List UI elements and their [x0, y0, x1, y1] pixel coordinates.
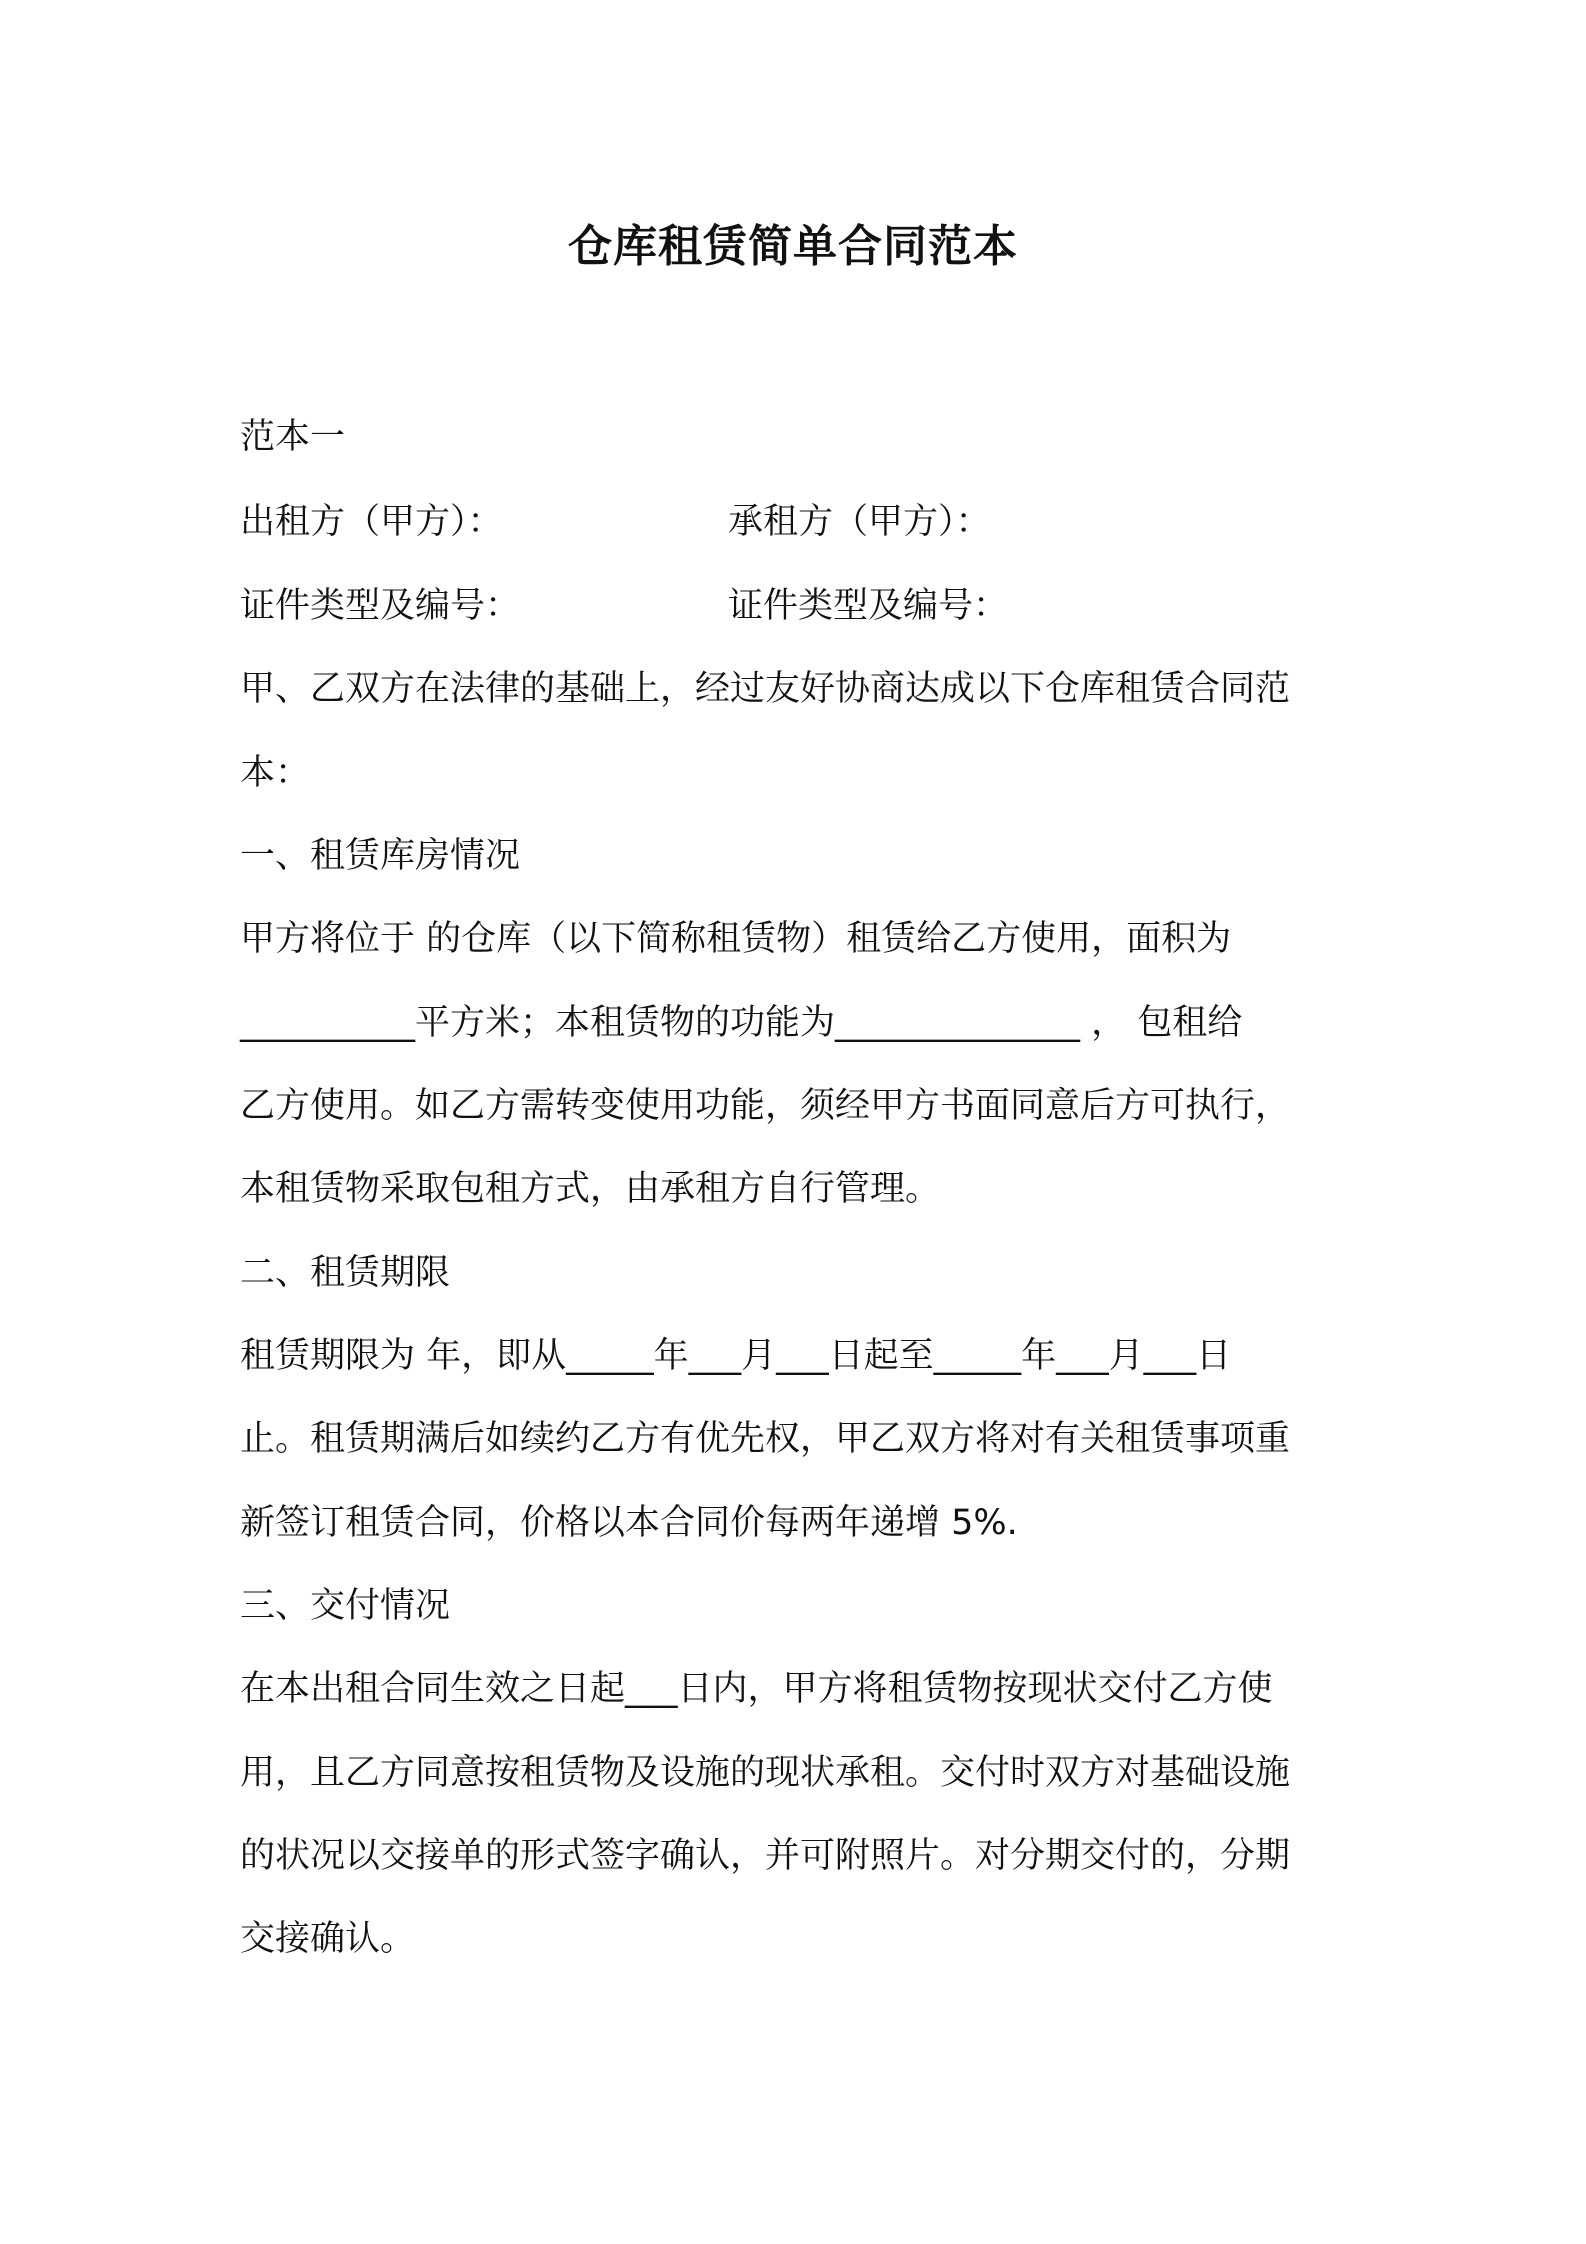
sample-label: 范本一	[240, 417, 346, 457]
intro-line: 本：	[240, 753, 311, 793]
intro-line: 甲、乙双方在法律的基础上，经过友好协商达成以下仓库租赁合同范	[240, 669, 1291, 709]
section-line: 止。租赁期满后如续约乙方有优先权，甲乙双方将对有关租赁事项重	[240, 1419, 1291, 1459]
section-line: 的状况以交接单的形式签字确认，并可附照片。对分期交付的，分期	[240, 1836, 1291, 1876]
section-line: 乙方使用。如乙方需转变使用功能，须经甲方书面同意后方可执行，	[240, 1086, 1291, 1126]
section-line: 交接确认。	[240, 1919, 416, 1959]
section-line: 租赁期限为 年，即从_____年___月___日起至_____年___月___日	[240, 1336, 1232, 1376]
section-line: 新签订租赁合同，价格以本合同价每两年递增 5%.	[240, 1503, 1018, 1543]
party-b-label: 承租方（甲方）：	[728, 502, 991, 542]
section-heading: 一、租赁库房情况	[240, 836, 521, 876]
document-title: 仓库租赁简单合同范本	[568, 221, 1018, 272]
section-heading: 三、交付情况	[240, 1586, 451, 1626]
section-line: 在本出租合同生效之日起___日内，甲方将租赁物按现状交付乙方使	[240, 1669, 1273, 1709]
section-heading: 二、租赁期限	[240, 1253, 451, 1293]
section-line: 本租赁物采取包租方式，由承租方自行管理。	[240, 1169, 941, 1209]
section-line: __________平方米；本租赁物的功能为______________ ， 包租给	[240, 1003, 1243, 1043]
id-label-a: 证件类型及编号：	[240, 586, 521, 626]
party-a-label: 出租方（甲方）：	[240, 502, 503, 542]
id-label-b: 证件类型及编号：	[728, 586, 1009, 626]
section-line: 甲方将位于 的仓库（以下简称租赁物）租赁给乙方使用，面积为	[240, 919, 1232, 959]
section-line: 用，且乙方同意按租赁物及设施的现状承租。交付时双方对基础设施	[240, 1753, 1291, 1793]
